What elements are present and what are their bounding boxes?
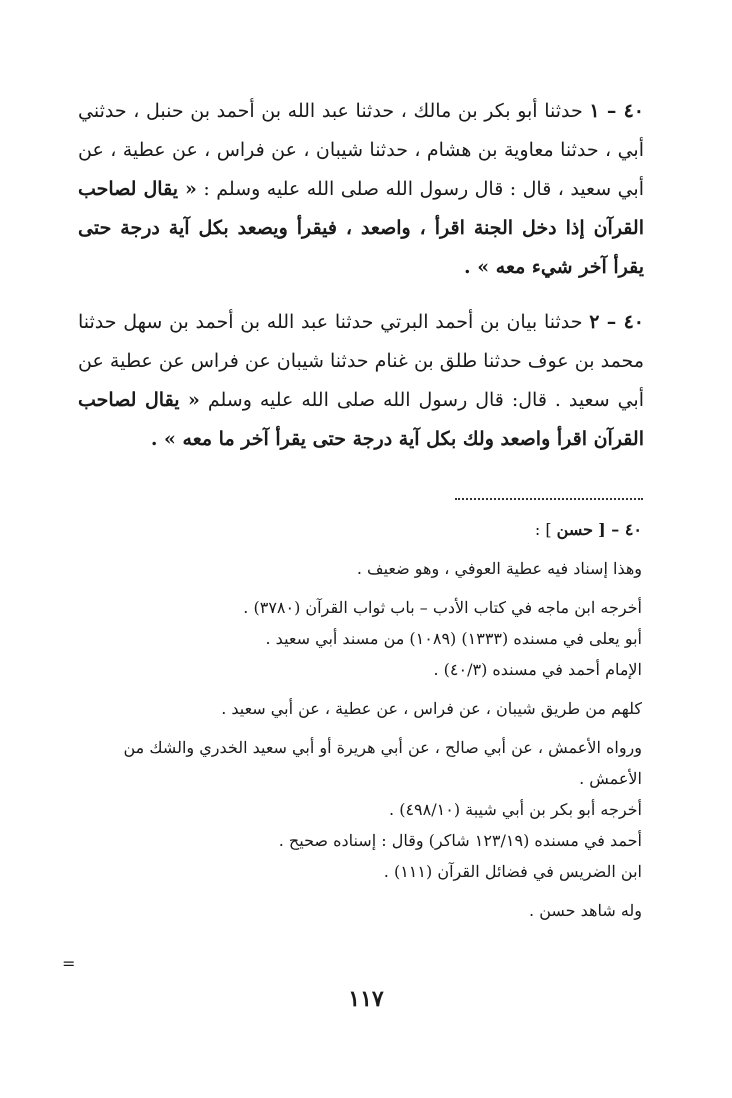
footnote-line: ورواه الأعمش ، عن أبي صالح ، عن أبي هريرة أو أبي سعيد الخدري والشك من الأعمش . [123,738,642,788]
hadith-2 [78,303,644,459]
continuation-mark: = [62,954,76,973]
footnote-line: وهذا إسناد فيه عطية العوفي ، وهو ضعيف . [356,559,642,578]
footnotes [76,514,642,926]
footnote-line: ابن الضريس في فضائل القرآن (١١١) . [383,862,642,881]
footnote-separator [455,498,643,500]
footnote-line: أحمد في مسنده (١٢٣/١٩ شاكر) وقال : إسناده صحيح . [278,831,642,850]
hadith-2-matn: « يقال لصاحب القرآن اقرأ واصعد ولك بكل آية درجة حتى يقرأ آخر ما معه » . [78,389,644,450]
main-text [78,92,644,459]
footnote-number: ٤٠ – [ [598,520,642,539]
hadith-1-matn: « يقال لصاحب القرآن إذا دخل الجنة اقرأ ، واصعد ، فيقرأ ويصعد بكل آية درجة حتى يقرأ آخر شيء معه » . [78,178,644,278]
hadith-1-isnad: حدثنا أبو بكر بن مالك ، حدثنا عبد الله بن أحمد بن حنبل ، حدثني أبي ، حدثنا معاوية بن هشام ، حدثنا شيبان ، عن فراس ، عن عطية ، عن أبي سعيد ، قال : قال رسول الله صلى الله عليه وسلم : [78,100,644,200]
footnote-line: الإمام أحمد في مسنده (٤٠/٣) . [433,660,642,679]
footnote-grade: حسن [556,520,593,539]
footnote-heading-close: ] : [534,520,552,539]
footnote-line: كلهم من طريق شيبان ، عن فراس ، عن عطية ، عن أبي سعيد . [221,699,642,718]
footnote-line: أخرجه ابن ماجه في كتاب الأدب – باب ثواب القرآن (٣٧٨٠) . [243,598,642,617]
footnote-line: وله شاهد حسن . [529,901,642,920]
hadith-2-isnad: حدثنا بيان بن أحمد البرتي حدثنا عبد الله بن أحمد بن سهل حدثنا محمد بن عوف حدثنا طلق بن غنام حدثنا شيبان عن فراس عن عطية عن أبي سعيد . قال: قال رسول الله صلى الله عليه وسلم [78,311,644,411]
footnote-line: أخرجه أبو بكر بن أبي شيبة (٤٩٨/١٠) . [389,800,642,819]
hadith-2-number: ٤٠ – ٢ [589,311,645,333]
footnote-heading [76,514,642,545]
hadith-1-number: ٤٠ – ١ [589,100,645,122]
page-number: ١١٧ [348,986,384,1012]
hadith-1 [78,92,644,287]
footnote-line: أبو يعلى في مسنده (١٣٣٣) (١٠٨٩) من مسند أبي سعيد . [265,629,642,648]
